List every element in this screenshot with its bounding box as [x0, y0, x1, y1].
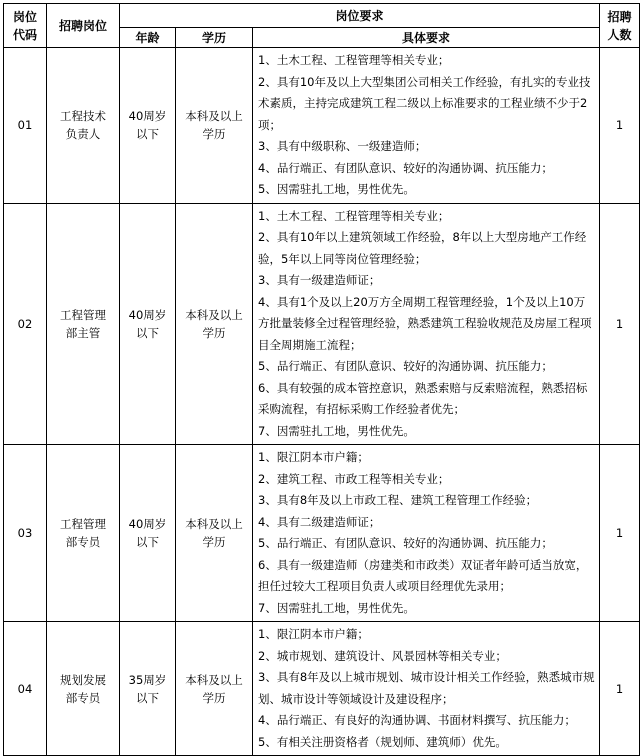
header-headcount — [600, 4, 640, 48]
requirement-item: 6、具有较强的成本管控意识，熟悉索赔与反索赔流程，熟悉招标采购流程，有招标采购工作经验者优先； — [258, 380, 588, 416]
header-age: 年龄 — [120, 28, 176, 48]
row-code: 01 — [4, 48, 47, 204]
row-age: 40周岁 以下 — [120, 203, 176, 445]
recruitment-table — [3, 3, 640, 756]
requirement-item: 2、城市规划、建筑设计、风景园林等相关专业； — [258, 648, 507, 663]
row-headcount: 1 — [600, 203, 640, 445]
requirement-item: 5、因需驻扎工地，男性优先。 — [258, 182, 415, 196]
requirement-item: 4、品行端正、有团队意识、较好的沟通协调、抗压能力； — [258, 160, 553, 175]
table-row — [4, 622, 640, 756]
row-position: 工程管理 部专员 — [47, 445, 120, 622]
row-position: 规划发展 部专员 — [47, 622, 120, 756]
requirement-item: 4、具有1个及以上20万方全周期工程管理经验，1个及以上10万方批量装修全过程管理经验，熟悉建筑工程验收规范及房屋工程项目全周期施工流程； — [258, 294, 592, 352]
header-specific: 具体要求 — [253, 28, 600, 48]
header-requirements-group: 岗位要求 — [120, 4, 600, 28]
row-position: 工程技术 负责人 — [47, 48, 120, 204]
requirement-item: 2、建筑工程、市政工程等相关专业； — [258, 471, 450, 486]
requirement-item: 6、具有一级建造师（房建类和市政类）双证者年龄可适当放宽，担任过较大工程项目负责人或项目经理优先录用； — [258, 557, 588, 593]
header-headcount-text: 招聘 人数 — [607, 9, 632, 42]
row-headcount: 1 — [600, 48, 640, 204]
requirement-item: 1、限江阴本市户籍； — [258, 627, 369, 641]
row-requirements — [253, 203, 600, 445]
requirement-item: 5、品行端正、有团队意识、较好的沟通协调、抗压能力； — [258, 536, 553, 550]
header-education: 学历 — [176, 28, 253, 48]
row-requirements — [253, 48, 600, 204]
requirement-item: 5、品行端正、有团队意识、较好的沟通协调、抗压能力； — [258, 359, 553, 373]
table-row — [4, 445, 640, 622]
requirement-item: 3、具有中级职称、一级建造师； — [258, 139, 427, 153]
row-requirements — [253, 445, 600, 622]
requirement-item: 3、具有8年及以上城市规划、城市设计相关工作经验，熟悉城市规划、城市设计等领域设计及建设程序； — [258, 670, 595, 706]
row-education: 本科及以上 学历 — [176, 48, 253, 204]
requirement-item: 2、具有10年及以上大型集团公司相关工作经验，有扎实的专业技术素质，主持完成建筑工程二级以上标准要求的工程业绩不少于2项； — [258, 74, 591, 132]
row-code: 04 — [4, 622, 47, 756]
requirement-item: 5、有相关注册资格者（规划师、建筑师）优先。 — [258, 734, 507, 749]
row-requirements — [253, 622, 600, 756]
row-code: 02 — [4, 203, 47, 445]
row-age: 40周岁 以下 — [120, 445, 176, 622]
requirement-item: 7、因需驻扎工地，男性优先。 — [258, 600, 415, 615]
row-code: 03 — [4, 445, 47, 622]
table-body — [4, 48, 640, 756]
requirement-item: 3、具有一级建造师证； — [258, 273, 381, 287]
row-education: 本科及以上 学历 — [176, 445, 253, 622]
requirement-item: 1、土木工程、工程管理等相关专业； — [258, 208, 450, 223]
table-row — [4, 48, 640, 204]
header-code — [4, 4, 47, 48]
row-position: 工程管理 部主管 — [47, 203, 120, 445]
row-education: 本科及以上 学历 — [176, 622, 253, 756]
requirement-item: 7、因需驻扎工地，男性优先。 — [258, 423, 415, 438]
requirement-item: 1、土木工程、工程管理等相关专业； — [258, 53, 450, 67]
requirement-item: 2、具有10年以上建筑领域工作经验，8年以上大型房地产工作经验，5年以上同等岗位管理经验； — [258, 230, 587, 266]
row-age: 40周岁 以下 — [120, 48, 176, 204]
row-headcount: 1 — [600, 622, 640, 756]
requirement-item: 1、限江阴本市户籍； — [258, 450, 369, 464]
row-age: 35周岁 以下 — [120, 622, 176, 756]
requirement-item: 4、品行端正、有良好的沟通协调、书面材料撰写、抗压能力； — [258, 713, 576, 727]
row-headcount: 1 — [600, 445, 640, 622]
requirement-item: 4、具有二级建造师证； — [258, 514, 381, 529]
row-education: 本科及以上 学历 — [176, 203, 253, 445]
header-position: 招聘岗位 — [47, 4, 120, 48]
header-code-text: 岗位 代码 — [12, 9, 37, 42]
table-row — [4, 203, 640, 445]
requirement-item: 3、具有8年及以上市政工程、建筑工程管理工作经验； — [258, 493, 538, 507]
